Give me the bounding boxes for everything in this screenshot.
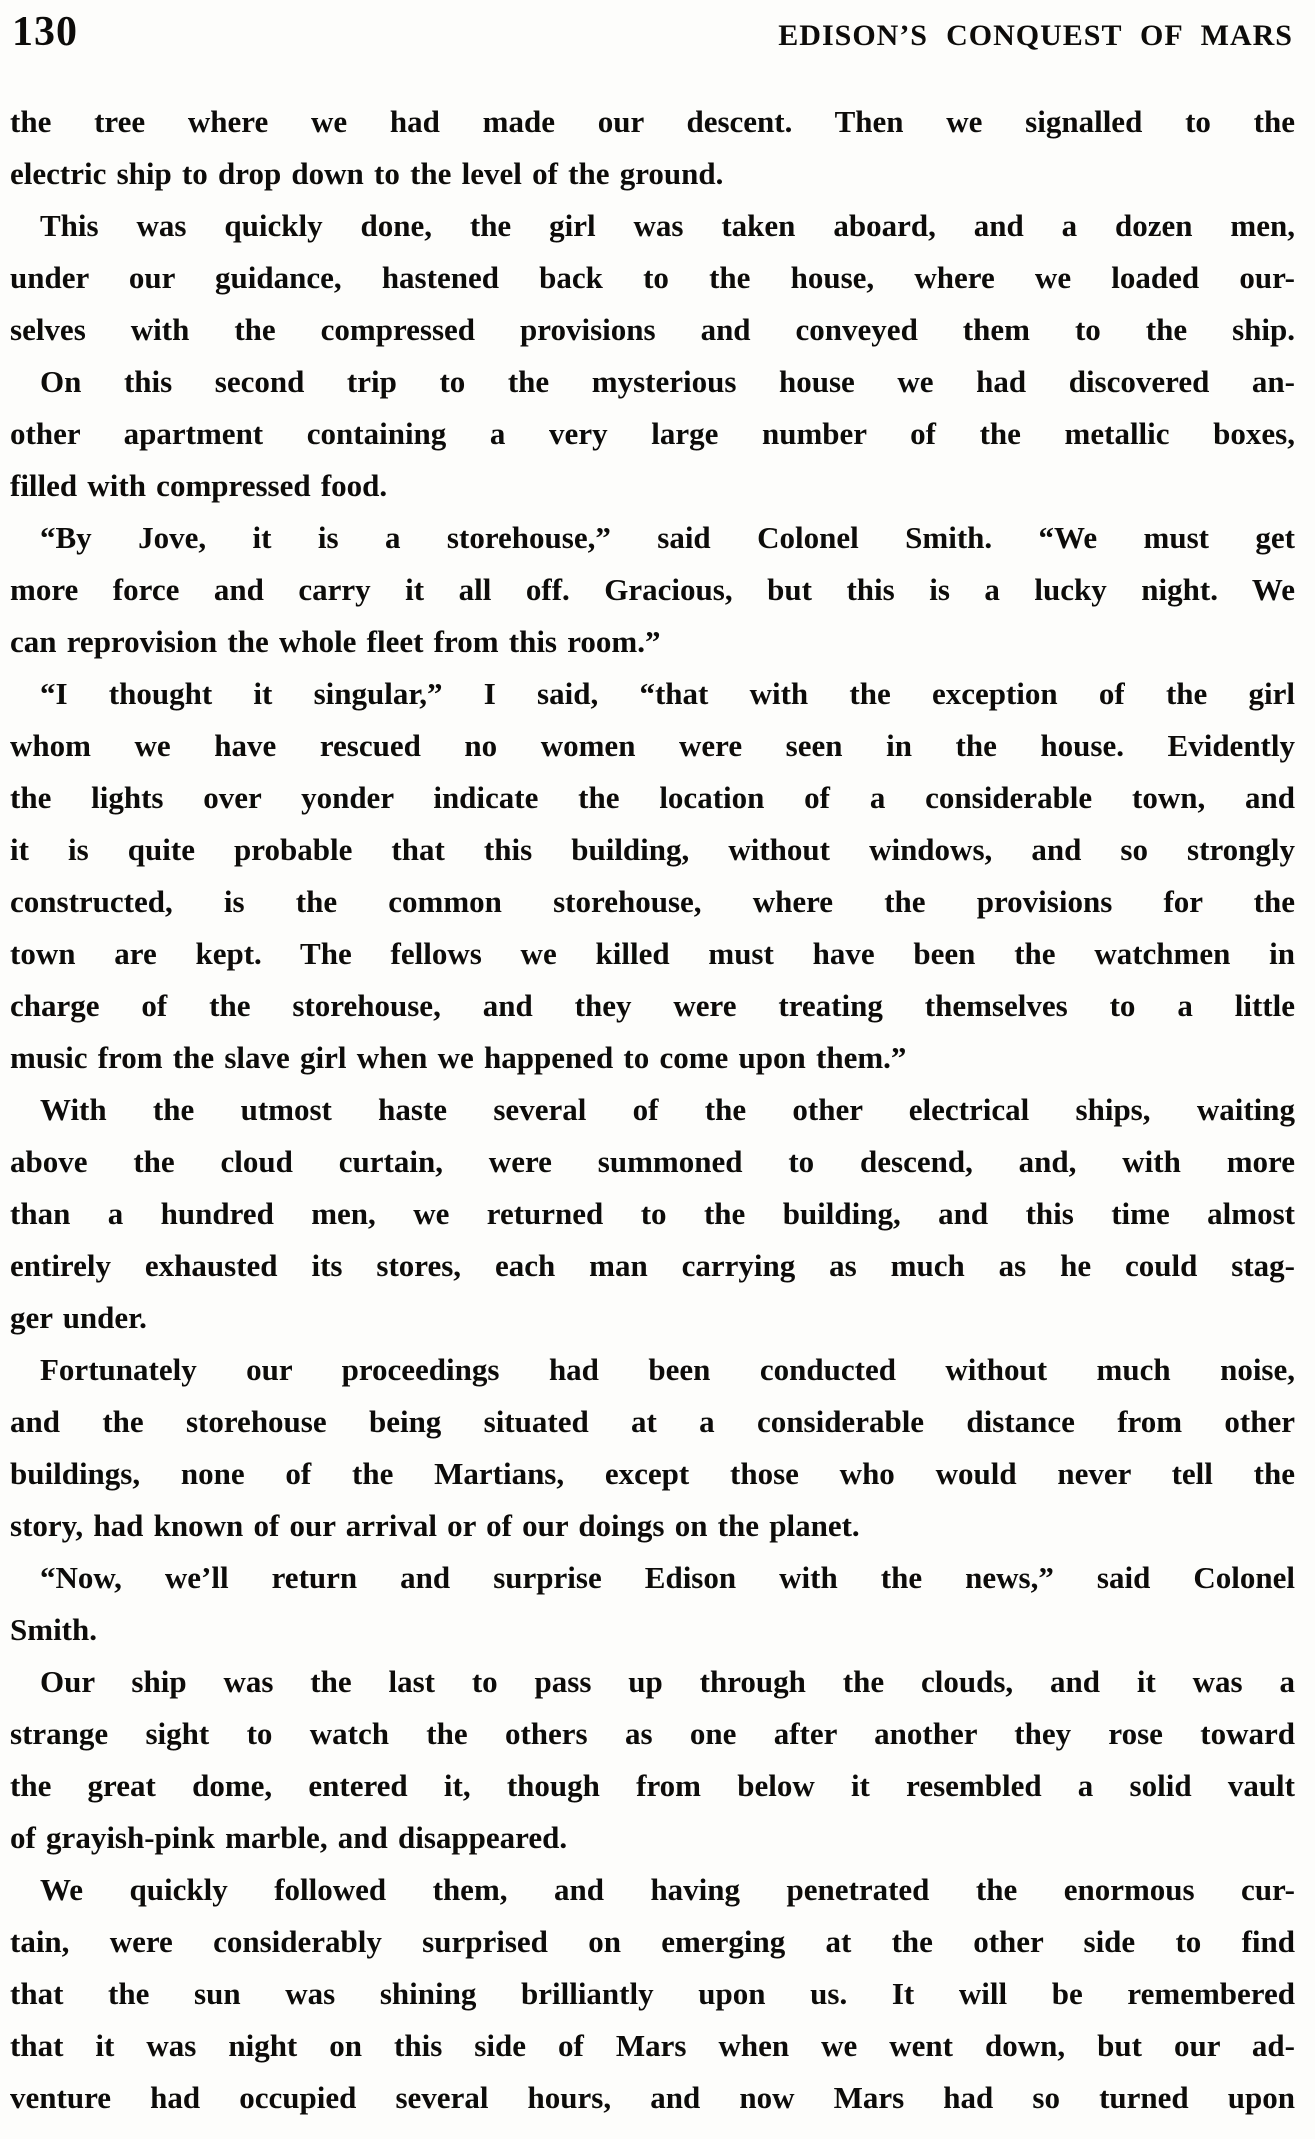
text-line: “I thought it singular,” I said, “that with the exception of the girl [40,676,1295,711]
text-line: charge of the storehouse, and they were treating themselves to a little [10,988,1295,1023]
text-line: Fortunately our proceedings had been conducted without much noise, [40,1352,1295,1387]
text-line: venture had occupied several hours, and now Mars had so turned upon [10,2080,1295,2115]
text-line: Smith. [10,1612,97,1647]
text-line: can reprovision the whole fleet from this room.” [10,624,661,659]
text-line: On this second trip to the mysterious house we had discovered an- [40,364,1295,399]
text-line: strange sight to watch the others as one after another they rose toward [10,1716,1295,1751]
text-line: ger under. [10,1300,147,1335]
text-line: filled with compressed food. [10,468,388,503]
text-line: and the storehouse being situated at a considerable distance from other [10,1404,1295,1439]
text-line: buildings, none of the Martians, except those who would never tell the [10,1456,1295,1491]
text-line: “Now, we’ll return and surprise Edison with the news,” said Colonel [40,1560,1295,1595]
text-line: This was quickly done, the girl was taken aboard, and a dozen men, [40,208,1295,243]
text-line: We quickly followed them, and having penetrated the enormous cur- [40,1872,1295,1907]
text-line: that it was night on this side of Mars when we went down, but our ad- [10,2028,1295,2063]
text-line: than a hundred men, we returned to the building, and this time almost [10,1196,1295,1231]
text-line: the lights over yonder indicate the location of a considerable town, and [10,780,1295,815]
text-line: entirely exhausted its stores, each man carrying as much as he could stag- [10,1248,1295,1283]
text-line: “By Jove, it is a storehouse,” said Colonel Smith. “We must get [40,520,1295,555]
text-line: With the utmost haste several of the other electrical ships, waiting [40,1092,1295,1127]
text-line: other apartment containing a very large number of the metallic boxes, [10,416,1295,451]
text-line: whom we have rescued no women were seen in the house. Evidently [10,728,1295,763]
text-line: tain, were considerably surprised on emerging at the other side to find [10,1924,1295,1959]
page-number: 130 [12,9,78,55]
text-line: town are kept. The fellows we killed must have been the watchmen in [10,936,1295,971]
text-line: under our guidance, hastened back to the house, where we loaded our- [10,260,1295,295]
text-line: above the cloud curtain, were summoned to descend, and, with more [10,1144,1295,1179]
text-line: the great dome, entered it, though from below it resembled a solid vault [10,1768,1295,1803]
text-line: the tree where we had made our descent. Then we signalled to the [10,104,1295,139]
text-line: story, had known of our arrival or of our doings on the planet. [10,1508,860,1543]
text-line: electric ship to drop down to the level of the ground. [10,156,724,191]
text-line: constructed, is the common storehouse, where the provisions for the [10,884,1295,919]
running-title: EDISON’S CONQUEST OF MARS [778,19,1293,52]
text-line: music from the slave girl when we happened to come upon them.” [10,1040,907,1075]
text-line: selves with the compressed provisions and conveyed them to the ship. [10,312,1295,347]
text-line: of grayish-pink marble, and disappeared. [10,1820,568,1855]
text-line: that the sun was shining brilliantly upon us. It will be remembered [10,1976,1295,2011]
text-line: it is quite probable that this building, without windows, and so strongly [10,832,1295,867]
body-text [10,96,1295,2124]
page-header [0,0,1315,60]
text-line: Our ship was the last to pass up through the clouds, and it was a [40,1664,1295,1699]
text-line: more force and carry it all off. Gracious, but this is a lucky night. We [10,572,1295,607]
